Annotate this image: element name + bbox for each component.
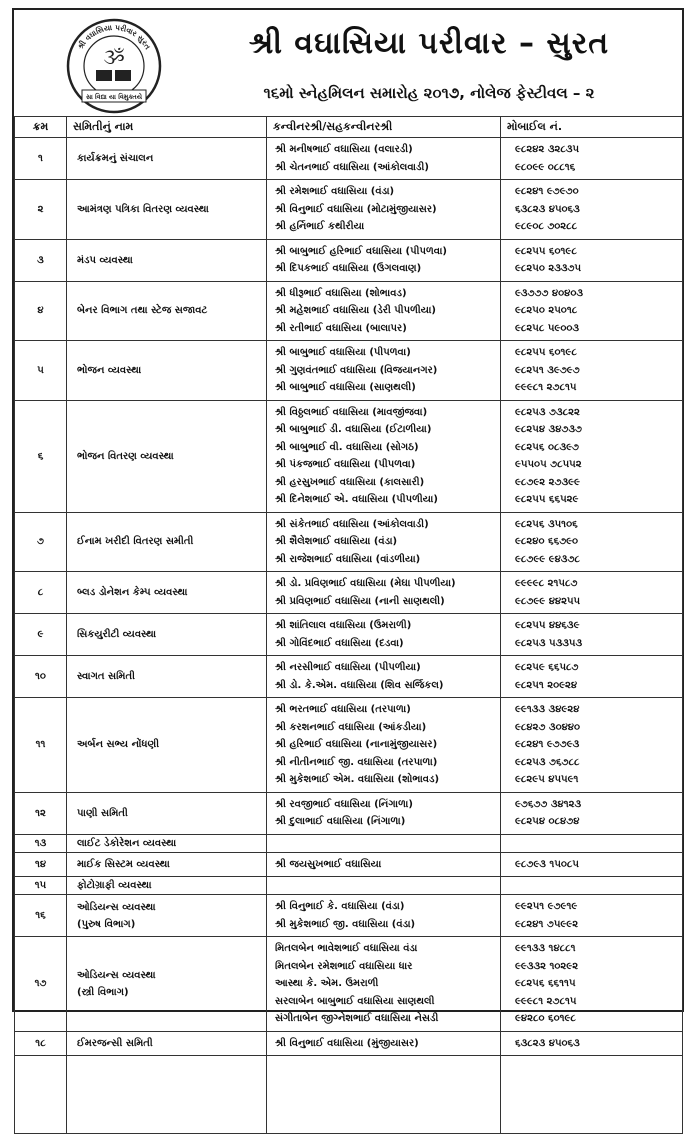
convener-name: શ્રી ડો. પ્રવિણભાઈ વઘાસિયા (મેઘા પીપળીયા) <box>275 578 456 589</box>
convener-cell <box>267 341 501 401</box>
row-number: ૭ <box>15 512 67 572</box>
row-number: ૧૮ <box>15 1031 67 1056</box>
table-row <box>15 138 683 180</box>
row-number: ૧૩ <box>15 834 67 852</box>
committee-name: અર્બન સભ્ય નોંધણી <box>67 698 267 793</box>
committee-name: ઓડિયન્સ વ્યવસ્થા (સ્ત્રી વિભાગ) <box>67 937 267 1032</box>
table-row <box>15 614 683 656</box>
committee-name: ઓડિયન્સ વ્યવસ્થા (પુરુષ વિભાગ) <box>67 895 267 937</box>
convener-cell <box>267 138 501 180</box>
convener-name: શ્રી કરશનભાઈ વઘાસિયા (આંકડીયા) <box>275 721 427 733</box>
table-row <box>15 877 683 895</box>
mobile-number: ૯૮૭૯૯ ૯૪૩૭૮ <box>515 553 580 565</box>
committee-name: લાઈટ ડેકોરેશન વ્યવસ્થા <box>67 834 267 852</box>
convener-name: શ્રી મુકેશભાઈ એમ. વઘાસિયા (શોભાવડ) <box>275 774 440 785</box>
convener-name: શ્રી રાજેશભાઈ વઘાસિયા (વાંડળીયા) <box>275 553 421 565</box>
convener-name: શ્રી સંકેતભાઈ વઘાસિયા (આંકોલવાડી) <box>275 518 429 530</box>
convener-name: શ્રી ભરતભાઈ વઘાસિયા (તરપાળા) <box>275 704 411 715</box>
mobile-number: ૯૮૨૫૩ ૭૬૭૮૮ <box>515 756 580 768</box>
convener-cell <box>267 281 501 341</box>
table-row <box>15 341 683 401</box>
mobile-cell <box>501 656 683 698</box>
convener-cell <box>267 656 501 698</box>
mobile-number: ૯૮૨૫૧ ૩૯૭૯૭ <box>515 364 580 376</box>
mobile-number: ૯૮૦૯૯ ૦૮૮૧૬ <box>515 161 576 173</box>
committee-name: સિકયુરીટી વ્યવસ્થા <box>67 614 267 656</box>
mobile-number: ૯૮૨૫૫ ૬૦૧૯૮ <box>515 245 577 257</box>
mobile-number: ૯૮૨૫૪ ૦૮૪૭૪ <box>515 816 580 827</box>
convener-cell <box>267 895 501 937</box>
convener-name: શ્રી શાંતિલાલ વઘાસિયા (ઉમરાળી) <box>275 620 412 631</box>
mobile-cell <box>501 852 683 877</box>
convener-name: શ્રી બાબુભાઈ વઘાસિયા (પીપળવા) <box>275 347 411 358</box>
page-title: શ્રી વઘાસિયા પરીવાર – સુરત <box>248 26 610 61</box>
mobile-cell <box>501 792 683 834</box>
convener-name: શ્રી ગોવિંદભાઈ વઘાસિયા (દડવા) <box>275 637 404 649</box>
convener-name: શ્રી બાબુભાઈ વઘાસિયા (સાણથલી) <box>275 382 416 393</box>
document-page <box>12 8 684 1049</box>
convener-name: શ્રી નરસીભાઈ વઘાસિયા (પીપળીયા) <box>275 662 421 673</box>
logo-arc-text: શ્રી વઘાસિયા પરીવાર સુરત <box>75 22 153 51</box>
convener-name: શ્રી બાબુભાઈ વી. વઘાસિયા (સોગઠ) <box>275 441 419 453</box>
mobile-number: ૯૯૯૮૧ ૨૭૮૧૫ <box>515 382 577 393</box>
convener-cell <box>267 180 501 240</box>
mobile-number: ૯૮૨૫૬ ૦૮૩૯૭ <box>515 441 579 453</box>
mobile-number: ૯૮૨૫૦ ૨૫૦૧૮ <box>515 305 578 316</box>
committee-name: આમંત્રણ પત્રિકા વિતરણ વ્યવસ્થા <box>67 180 267 240</box>
committee-name: માઈક સિસ્ટમ વ્યવસ્થા <box>67 852 267 877</box>
table-row <box>15 834 683 852</box>
convener-name: મિતલબેન રમેશભાઈ વઘાસિયા ધાર <box>275 960 413 972</box>
convener-cell <box>267 852 501 877</box>
convener-name: શ્રી દિનેશભાઈ એ. વઘાસિયા (પીપળીયા) <box>275 494 438 505</box>
convener-cell <box>267 572 501 614</box>
convener-name: મિતલબેન ભાવેશભાઈ વઘાસિયા વંડા <box>275 943 418 954</box>
document-header <box>14 10 682 116</box>
table-header-row <box>15 117 683 138</box>
table-row <box>15 656 683 698</box>
table-row <box>15 281 683 341</box>
convener-name: શ્રી ગુણવંતભાઈ વઘાસિયા (વિજયાનગર) <box>275 364 438 376</box>
mobile-number: ૯૮૨૫૫ ૬૬૫૨૯ <box>515 494 579 505</box>
table-row <box>15 792 683 834</box>
table-row <box>15 572 683 614</box>
table-row <box>15 895 683 937</box>
convener-name: શ્રી વિનુભાઈ વઘાસિયા (મુંજીયાસર) <box>275 1037 419 1049</box>
committee-name: બ્લડ ડોનેશન કેમ્પ વ્યવસ્થા <box>67 572 267 614</box>
convener-name: શ્રી હરસુખભાઈ વઘાસિયા (કાલસારી) <box>275 476 425 488</box>
mobile-cell <box>501 180 683 240</box>
convener-name: શ્રી દુલાભાઈ વઘાસિયા (નિંગાળા) <box>275 816 406 827</box>
mobile-number: ૯૮૨૪૧ ૭૫૯૯૨ <box>515 918 579 930</box>
convener-name: શ્રી વિનુભાઈ કે. વઘાસિયા (વંડા) <box>275 901 405 912</box>
page-subtitle: ૧૬મો સ્નેહમિલન સમારોહ ૨૦૧૭, નોલેજ ફેસ્ટીવલ – ૨ <box>263 84 595 102</box>
convener-name: શ્રી હર્નિભાઈ કથીરીયા <box>275 221 365 232</box>
row-number: ૯ <box>15 614 67 656</box>
committee-name: ઈમરજન્સી સમિતી <box>67 1031 267 1056</box>
table-row <box>15 512 683 572</box>
family-logo <box>64 16 164 116</box>
table-row <box>15 239 683 281</box>
mobile-cell <box>501 834 683 852</box>
mobile-cell <box>501 512 683 572</box>
mobile-number: ૯૮૨૫૮ ૫૯૦૦૩ <box>515 322 580 334</box>
row-number: ૧૫ <box>15 877 67 895</box>
row-number: ૫ <box>15 341 67 401</box>
row-number: ૨ <box>15 180 67 240</box>
mobile-cell <box>501 1031 683 1056</box>
convener-name: શ્રી દિપકભાઈ વઘાસિયા (ઉગલવાણ) <box>275 263 422 274</box>
mobile-number: ૬૩૮૨૩ ૪૫૦૬૩ <box>515 1037 580 1049</box>
convener-name: આસ્થા કે. એમ. ઉમરાળી <box>275 978 379 989</box>
mobile-cell <box>501 937 683 1032</box>
convener-name: શ્રી રવજીભાઈ વઘાસિયા (નિંગાળા) <box>275 798 413 810</box>
mobile-number: ૯૮૨૫૩ ૭૩૮૨૨ <box>515 406 580 418</box>
empty-row <box>15 1056 683 1134</box>
mobile-number: ૯૯૯૮૧ ૨૭૮૧૫ <box>515 995 577 1007</box>
convener-name: શ્રી બાબુભાઈ હરિભાઈ વઘાસિયા (પીપળવા) <box>275 245 447 257</box>
mobile-cell <box>501 400 683 512</box>
mobile-number: ૯૮૨૪૦ ૬૬૭૯૦ <box>515 536 579 547</box>
row-number: ૩ <box>15 239 67 281</box>
convener-name: શ્રી શૈલેશભાઈ વઘાસિયા (વંડા) <box>275 536 398 547</box>
mobile-number: ૯૯૧૩૩ ૩૪૯૨૪ <box>515 704 580 715</box>
row-number: ૧૪ <box>15 852 67 877</box>
column-header-sr: ક્રમ <box>15 117 67 138</box>
mobile-cell <box>501 698 683 793</box>
empty-cell <box>267 1056 501 1134</box>
mobile-number: ૯૮૪૨૭ ૩૦૪૪૦ <box>515 721 581 733</box>
convener-name: સરલાબેન બાબુભાઈ વઘાસિયા સાણથલી <box>275 995 435 1007</box>
table-row <box>15 852 683 877</box>
mobile-number: ૯૮૨૫૬ ૬૬૧૧૫ <box>515 978 576 989</box>
mobile-number: ૯૮૨૪૧ ૯૭૯૭૦ <box>515 186 579 197</box>
convener-name: શ્રી નીતીનભાઈ જી. વઘાસિયા (તરપાળા) <box>275 756 438 768</box>
convener-name: શ્રી બાબુભાઈ ડી. વઘાસિયા (ઈટાળીયા) <box>275 424 432 435</box>
row-number: ૧૨ <box>15 792 67 834</box>
row-number: ૬ <box>15 400 67 512</box>
column-header-convener: કન્વીનરશ્રી/સહકન્વીનરશ્રી <box>267 117 501 138</box>
mobile-number: ૯૩૭૭૭ ૪૦૪૦૩ <box>515 287 584 299</box>
mobile-number: ૯૭૬૭૭ ૩૪૧૨૩ <box>515 798 582 810</box>
empty-cell <box>501 1056 683 1134</box>
mobile-number: ૯૫૫૦૫ ૭૮૫૫૨ <box>515 459 582 470</box>
committee-name: ઈનામ ખરીદી વિતરણ સમીતી <box>67 512 267 572</box>
mobile-number: ૯૯૯૯૮ ૨૧૫૮૭ <box>515 578 578 589</box>
committee-name: ભોજન વ્યવસ્થા <box>67 341 267 401</box>
mobile-number: ૯૮૨૫૩ ૫૩૩૫૩ <box>515 637 583 649</box>
table-row <box>15 698 683 793</box>
mobile-number: ૯૮૨૫૬ ૩૫૧૦૬ <box>515 518 578 530</box>
convener-cell <box>267 512 501 572</box>
convener-name: સંગીતાબેન જીગ્નેશભાઈ વઘાસિયા નેસડી <box>275 1013 439 1024</box>
convener-name: શ્રી વિનુભાઈ વઘાસિયા (મોટામુંજીયાસર) <box>275 203 437 215</box>
mobile-number: ૯૮૨૯૫ ૪૫૫૯૧ <box>515 774 579 785</box>
convener-cell <box>267 1031 501 1056</box>
mobile-number: ૯૮૨૫૫ ૪૪૬૩૯ <box>515 620 580 631</box>
mobile-number: ૯૮૭૯૯ ૪૪૨૫૫ <box>515 595 581 607</box>
mobile-number: ૯૯૩૩૨ ૧૦૨૯૨ <box>515 960 579 972</box>
row-number: ૧ <box>15 138 67 180</box>
mobile-number: ૯૮૨૫૦ ૨૩૩૭૫ <box>515 263 582 274</box>
row-number: ૧૭ <box>15 937 67 1032</box>
mobile-cell <box>501 341 683 401</box>
convener-name: શ્રી પ્રવિણભાઈ વઘાસિયા (નાની સાણથલી) <box>275 595 445 607</box>
committee-name: મંડપ વ્યવસ્થા <box>67 239 267 281</box>
committee-name: સ્વાગત સમિતી <box>67 656 267 698</box>
logo-motto: સા વિદ્યા યા વિમુક્તયે <box>85 93 143 101</box>
row-number: ૪ <box>15 281 67 341</box>
convener-cell <box>267 400 501 512</box>
convener-name: શ્રી રતીભાઈ વઘાસિયા (બાલાપર) <box>275 322 407 334</box>
convener-cell <box>267 239 501 281</box>
table-row <box>15 1031 683 1056</box>
committee-name: કાર્યક્રમનું સંચાલન <box>67 138 267 180</box>
table-row <box>15 400 683 512</box>
mobile-cell <box>501 138 683 180</box>
committee-name: બેનર વિભાગ તથા સ્ટેજ સજાવટ <box>67 281 267 341</box>
convener-name: શ્રી ચેતનભાઈ વઘાસિયા (આંકોલવાડી) <box>275 161 429 173</box>
table-row <box>15 937 683 1032</box>
empty-cell <box>67 1056 267 1134</box>
convener-cell <box>267 937 501 1032</box>
convener-name: શ્રી મનીષભાઈ વઘાસિયા (વલારડી) <box>275 144 413 155</box>
convener-cell <box>267 614 501 656</box>
row-number: ૧૬ <box>15 895 67 937</box>
mobile-number: ૯૪૨૮૦ ૬૦૧૯૮ <box>515 1013 576 1024</box>
convener-name: શ્રી ડો. કે.એમ. વઘાસિયા (શિવ સર્જિકલ) <box>275 679 444 691</box>
convener-name: શ્રી જયસુખભાઈ વઘાસિયા <box>275 858 382 870</box>
mobile-number: ૯૮૭૯૨ ૨૭૩૯૯ <box>515 476 580 488</box>
convener-cell <box>267 698 501 793</box>
row-number: ૧૦ <box>15 656 67 698</box>
mobile-cell <box>501 895 683 937</box>
convener-cell <box>267 834 501 852</box>
column-header-mobile: મોબાઈલ નં. <box>501 117 683 138</box>
committee-name: ભોજન વિતરણ વ્યવસ્થા <box>67 400 267 512</box>
mobile-number: ૯૮૭૯૩ ૧૫૦૮૫ <box>515 858 579 870</box>
convener-name: શ્રી વિઠ્ઠલભાઈ વઘાસિયા (માવજીંજવા) <box>275 406 428 418</box>
convener-name: શ્રી હરિભાઈ વઘાસિયા (નાનામુંજીયાસર) <box>275 739 438 750</box>
mobile-cell <box>501 877 683 895</box>
table-row <box>15 180 683 240</box>
om-symbol: ૐ <box>103 45 125 69</box>
mobile-cell <box>501 239 683 281</box>
committee-name: પાણી સમિતી <box>67 792 267 834</box>
committee-table <box>14 116 683 1134</box>
mobile-number: ૯૮૨૫૧ ૨૦૯૨૪ <box>515 679 578 691</box>
mobile-number: ૬૩૮૨૩ ૪૫૦૬૩ <box>515 203 580 215</box>
mobile-number: ૯૮૨૪૧ ૯૭૭૯૩ <box>515 739 580 750</box>
mobile-number: ૯૮૨૫૫ ૬૦૧૯૮ <box>515 347 577 358</box>
mobile-number: ૯૮૨૫૪ ૩૪૭૩૭ <box>515 424 582 435</box>
mobile-cell <box>501 281 683 341</box>
mobile-number: ૯૮૨૪૨ ૩૨૮૩૫ <box>515 144 580 155</box>
row-number: ૮ <box>15 572 67 614</box>
convener-name: શ્રી મહેશભાઈ વઘાસિયા (ડેરી પીપળીયા) <box>275 305 436 316</box>
committee-name: ફોટોગ્રાફી વ્યવસ્થા <box>67 877 267 895</box>
row-number: ૧૧ <box>15 698 67 793</box>
mobile-number: ૯૮૨૫૯ ૬૬૫૮૭ <box>515 662 579 673</box>
convener-name: શ્રી પંકજભાઈ વઘાસિયા (પીપળવા) <box>275 459 416 470</box>
convener-name: શ્રી મુકેશભાઈ જી. વઘાસિયા (વંડા) <box>275 918 416 930</box>
convener-cell <box>267 877 501 895</box>
mobile-number: ૯૮૯૦૮ ૭૦૨૮૮ <box>515 221 578 232</box>
mobile-cell <box>501 572 683 614</box>
mobile-number: ૯૯૨૫૧ ૯૭૯૧૯ <box>515 901 578 912</box>
convener-cell <box>267 792 501 834</box>
convener-name: શ્રી ધીરૂભાઈ વઘાસિયા (શોભાવડ) <box>275 287 407 299</box>
convener-name: શ્રી રમેશભાઈ વઘાસિયા (વંડા) <box>275 186 395 197</box>
mobile-number: ૯૯૧૩૩ ૧૪૮૮૧ <box>515 943 576 954</box>
mobile-cell <box>501 614 683 656</box>
column-header-committee: સમિતીનું નામ <box>67 117 267 138</box>
empty-cell <box>15 1056 67 1134</box>
